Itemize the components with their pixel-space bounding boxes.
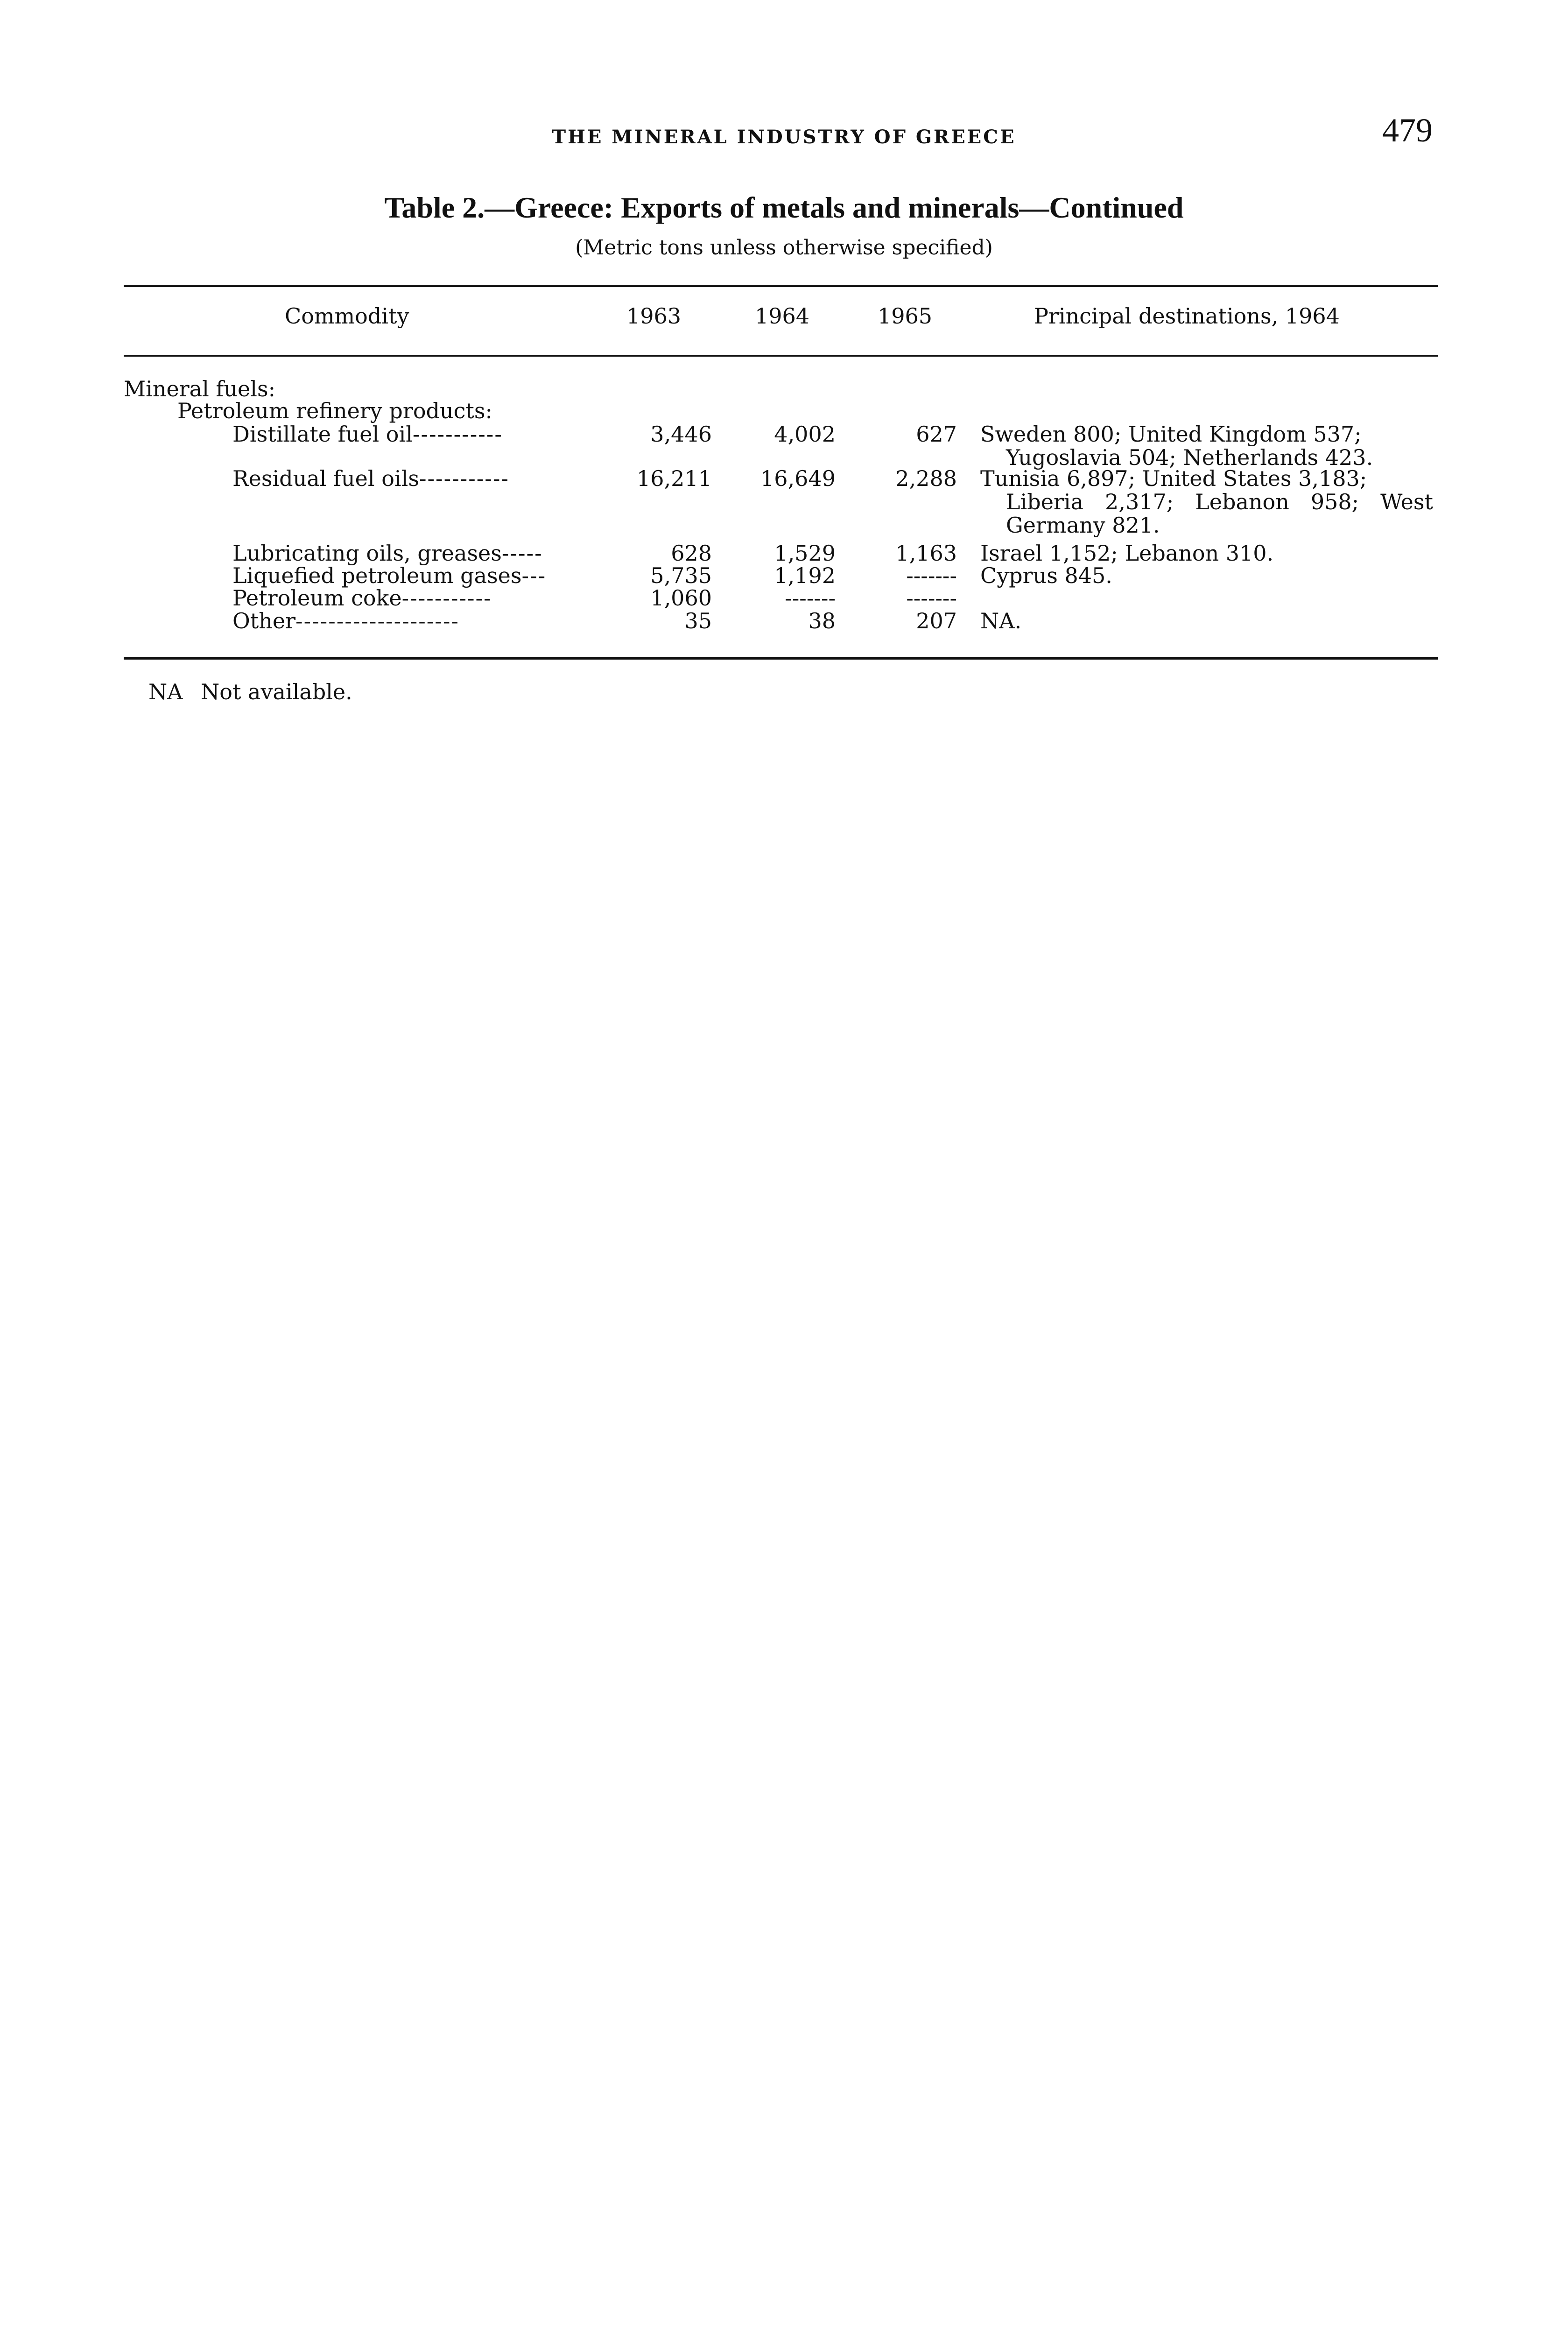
footnote-text: Not available. [201,679,352,704]
destinations [980,541,1433,565]
destinations [980,609,1433,633]
destinations-continuation: Liberia 2,317; Lebanon 958; West Germany 821. [1006,489,1433,538]
footnote-abbreviation: NA [148,679,183,704]
value-1964: 1,529 [774,541,836,566]
destinations-continuation: Yugoslavia 504; Netherlands 423. [1006,445,1373,470]
value-1964: 1,192 [774,563,836,588]
group-heading: Mineral fuels: [124,376,276,401]
value-1963: 5,735 [650,563,712,588]
value-1965: 627 [916,422,957,447]
column-header-destinations: Principal destinations, 1964 [1034,303,1340,329]
value-1963: 1,060 [650,585,712,611]
value-1965: 2,288 [895,466,957,491]
value-1963: 628 [671,541,712,566]
commodity-name: Residual fuel oils [232,466,419,491]
commodity-name: Lubricating oils, greases [232,541,502,566]
destinations-first-line: Sweden 800; United Kingdom 537; [980,422,1362,447]
table-top-rule [124,285,1438,287]
value-1963: 35 [684,608,712,633]
destinations-first-line: Israel 1,152; Lebanon 310. [980,541,1274,566]
destinations-first-line: Cyprus 845. [980,563,1112,588]
commodity-name: Liquefied petroleum gases [232,563,522,588]
dot-leader: ----------- [419,466,509,491]
value-1964: 16,649 [760,466,836,491]
value-1965: ------- [906,585,957,611]
destinations-first-line: Tunisia 6,897; United States 3,183; [980,466,1367,491]
dot-leader: ----- [501,541,543,566]
destinations-first-line: NA. [980,608,1022,633]
destinations [980,564,1433,587]
commodity-name: Petroleum coke [232,585,402,611]
dot-leader: ----------- [401,585,492,611]
value-1963: 16,211 [637,466,712,491]
value-1965: 207 [916,608,957,633]
table-title: Table 2.—Greece: Exports of metals and minerals—Continued [384,191,1184,224]
destinations [980,467,1433,537]
value-1965: ------- [906,563,957,588]
column-header-rule [124,355,1438,357]
value-1964: 38 [808,608,836,633]
column-header-1964: 1964 [755,303,810,329]
commodity-name: Other [232,608,296,633]
dot-leader: --- [521,563,547,588]
column-header-1965: 1965 [878,303,933,329]
dot-leader: -------------------- [295,608,459,633]
value-1964: ------- [785,585,836,611]
commodity-name: Distillate fuel oil [232,422,413,447]
running-head: THE MINERAL INDUSTRY OF GREECE [552,126,1016,148]
dot-leader: ----------- [412,422,503,447]
subgroup-heading: Petroleum refinery products: [177,398,492,423]
table-bottom-rule [124,657,1438,660]
value-1964: 4,002 [774,422,836,447]
column-header-commodity: Commodity [285,303,409,329]
page-number: 479 [1382,112,1433,149]
column-header-1963: 1963 [626,303,682,329]
destinations [980,422,1433,469]
value-1963: 3,446 [650,422,712,447]
value-1965: 1,163 [895,541,957,566]
table-subtitle: (Metric tons unless otherwise specified) [575,236,993,260]
